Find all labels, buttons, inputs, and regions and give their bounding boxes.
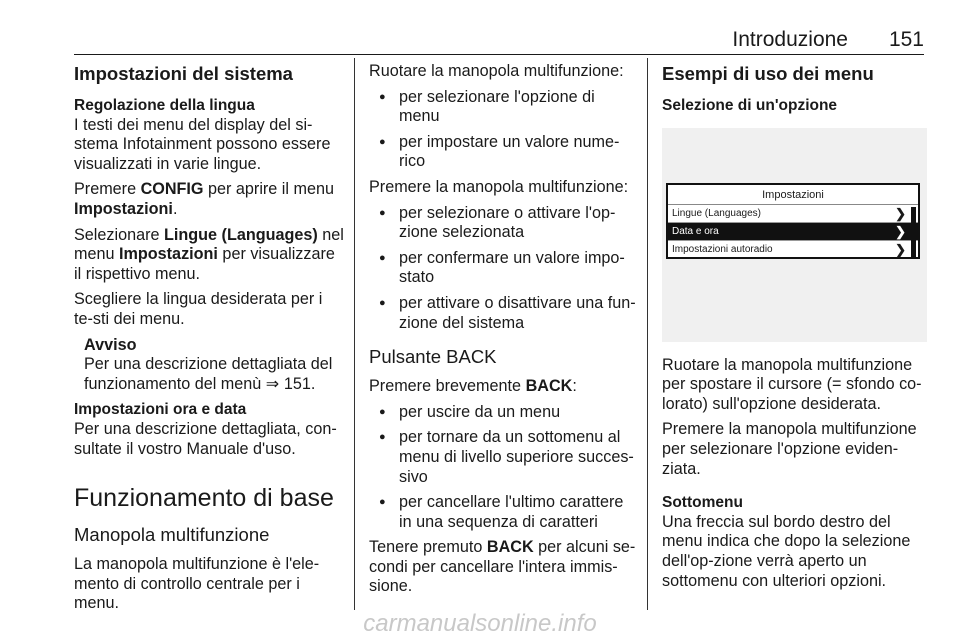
text: Premere xyxy=(74,180,141,199)
list-press xyxy=(369,204,639,334)
list-item: ● per uscire da un menu xyxy=(369,403,639,423)
scrollbar xyxy=(911,207,916,257)
paragraph-config xyxy=(74,180,344,219)
list-item: ● per selezionare l'opzione di menu xyxy=(369,88,639,127)
menu-item-name: Lingue (Languages) xyxy=(164,225,318,244)
key-back: BACK xyxy=(486,538,534,557)
note-text: Per una descrizione dettagliata del funzionamento del menù ⇒ 151. xyxy=(84,355,333,393)
paragraph-hold-back xyxy=(369,538,639,597)
menu-row-label: Impostazioni autoradio xyxy=(672,243,773,255)
list-item: ● per impostare un valore nume-rico xyxy=(369,133,639,172)
menu-name: Impostazioni xyxy=(74,199,173,218)
paragraph-rotate-cursor: Ruotare la manopola multifunzione per spostare il cursore (= sfondo co-lorato) sull'opzione desiderata. xyxy=(662,355,922,413)
list-item: ● per selezionare o attivare l'op-zione selezionata xyxy=(369,204,639,243)
list-back xyxy=(369,403,639,533)
text: . xyxy=(172,199,178,218)
text: : xyxy=(572,377,577,396)
list-turn xyxy=(369,88,639,172)
paragraph-press-select: Premere la manopola multifunzione per selezionare l'opzione eviden-ziata. xyxy=(662,420,917,478)
paragraph-back xyxy=(369,377,639,397)
list-item: ● per attivare o disattivare una fun-zione del sistema xyxy=(369,294,639,333)
menu-row-label: Lingue (Languages) xyxy=(672,207,761,219)
settings-menu-panel xyxy=(666,183,920,259)
column-divider-1 xyxy=(354,58,355,610)
text: per visualizzare il rispettivo menu. xyxy=(74,245,335,283)
header-rule xyxy=(74,54,924,55)
note-title: Avviso xyxy=(84,335,137,354)
page-number: 151 xyxy=(888,28,924,51)
key-config: CONFIG xyxy=(140,180,204,199)
text: per alcuni se-condi per cancellare l'intera immis-sione. xyxy=(369,538,636,596)
column-3 xyxy=(662,62,927,597)
chevron-right-icon: ❯ xyxy=(895,223,906,239)
heading-back-button: Pulsante BACK xyxy=(369,346,497,368)
heading-language: Regolazione della lingua xyxy=(74,97,255,114)
heading-basic-operation: Funzionamento di base xyxy=(74,484,334,513)
paragraph-choose-language: Scegliere la lingua desiderata per i te-sti dei menu. xyxy=(74,290,323,328)
list-item: ● per confermare un valore impo-stato xyxy=(369,249,639,288)
list-item: ● per cancellare l'ultimo carattere in una sequenza di caratteri xyxy=(369,493,639,532)
note-box xyxy=(74,336,344,395)
text: Selezionare xyxy=(74,225,164,244)
heading-time-date: Impostazioni ora e data xyxy=(74,401,247,419)
chevron-right-icon: ❯ xyxy=(895,241,906,257)
column-divider-2 xyxy=(647,58,648,610)
chevron-right-icon: ❯ xyxy=(895,205,906,221)
paragraph-select-language xyxy=(74,226,344,285)
heading-multifunction-knob: Manopola multifunzione xyxy=(74,524,270,546)
menu-name: Impostazioni xyxy=(119,245,218,264)
heading-select-option: Selezione di un'opzione xyxy=(662,97,838,114)
heading-menu-examples: Esempi di uso dei menu xyxy=(662,63,874,84)
list-item: ● per tornare da un sottomenu al menu di livello superiore succes-sivo xyxy=(369,428,639,487)
paragraph-submenu: Una freccia sul bordo destro del menu indica che dopo la selezione dell'op-zione verrà aperto un sottomenu con ulteriori opzioni. xyxy=(662,512,911,590)
key-back: BACK xyxy=(525,377,573,396)
paragraph-press: Premere la manopola multifunzione: xyxy=(369,177,629,196)
heading-system-settings: Impostazioni del sistema xyxy=(74,63,293,84)
menu-row-date-time xyxy=(668,223,918,241)
menu-row-radio-settings xyxy=(668,241,918,259)
menu-row-label: Data e ora xyxy=(672,225,719,237)
menu-title: Impostazioni xyxy=(668,185,918,205)
paragraph-time-date: Per una descrizione dettagliata, con-sultate il vostro Manuale d'uso. xyxy=(74,419,337,458)
heading-submenu: Sottomenu xyxy=(662,494,743,512)
display-illustration xyxy=(662,128,927,342)
column-2 xyxy=(369,62,639,603)
paragraph-turn: Ruotare la manopola multifunzione: xyxy=(369,62,624,80)
section-title: Introduzione xyxy=(732,28,848,51)
menu-row-languages xyxy=(668,205,918,223)
watermark: carmanualsonline.info xyxy=(363,610,597,637)
paragraph-language: I testi dei menu del display del si-stema Infotainment possono essere visualizzati in varie lingue. xyxy=(74,115,331,173)
text: nel menu xyxy=(74,225,344,264)
paragraph-knob: La manopola multifunzione è l'ele-mento di controllo centrale per i menu. xyxy=(74,555,320,613)
text: Tenere premuto xyxy=(369,538,487,557)
column-1 xyxy=(74,62,344,620)
text: Premere brevemente xyxy=(369,377,526,396)
page-header xyxy=(74,26,924,56)
text: per aprire il menu xyxy=(203,180,334,199)
